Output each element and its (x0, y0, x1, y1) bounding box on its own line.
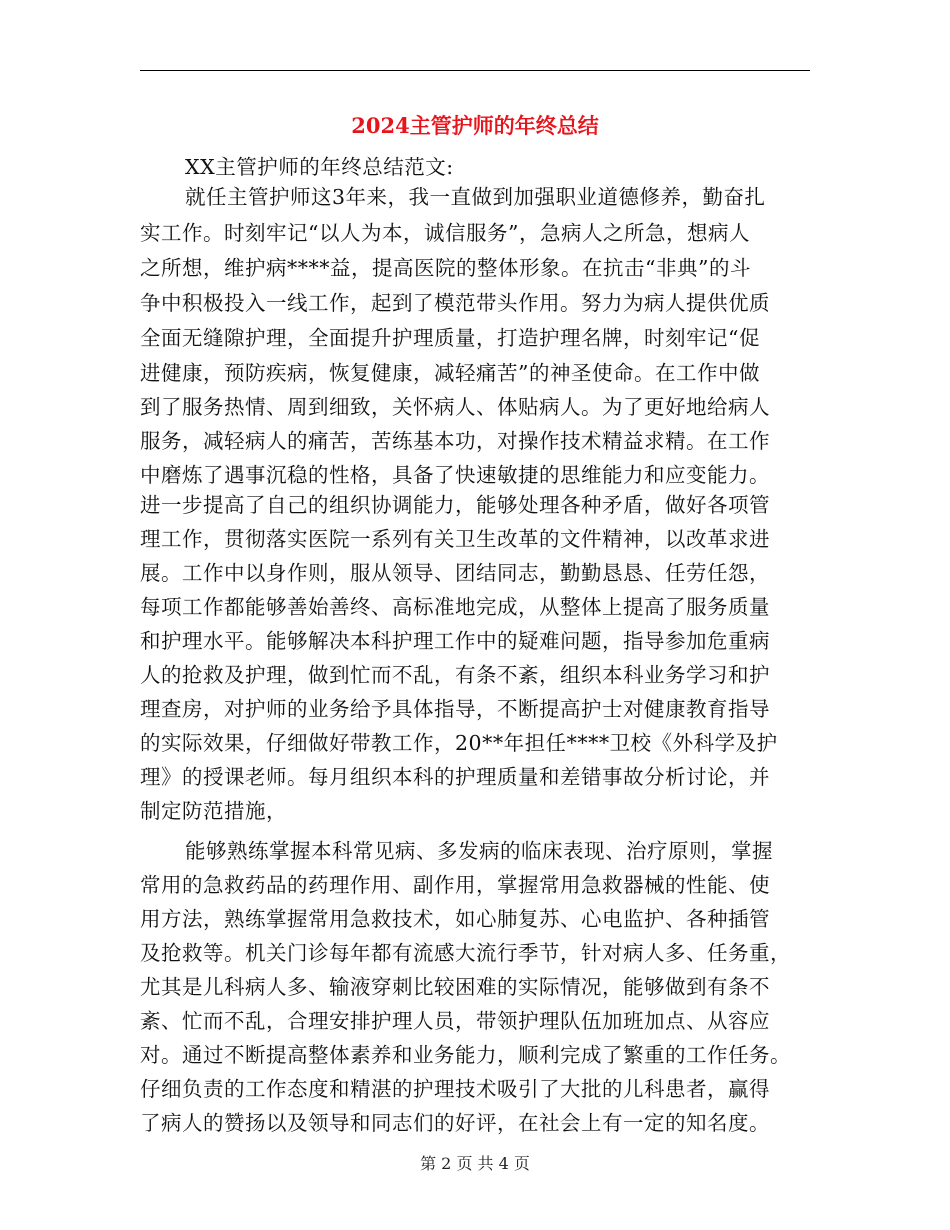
paragraph-line: 展。工作中以身作则，服从领导、团结同志，勤勤恳恳、任劳任怨， (140, 561, 770, 585)
paragraph-line: 到了服务热情、周到细致，关怀病人、体贴病人。为了更好地给病人 (140, 395, 770, 419)
document-title: 2024主管护师的年终总结 (351, 113, 599, 138)
paragraph-line: 中磨炼了遇事沉稳的性格，具备了快速敏捷的思维能力和应变能力。 (140, 463, 770, 487)
paragraph-line: 制定防范措施， (140, 799, 287, 823)
paragraph-line: 进一步提高了自己的组织协调能力，能够处理各种矛盾，做好各项管 (140, 493, 770, 517)
paragraph-line: 进健康，预防疾病，恢复健康，减轻痛苦”的神圣使命。在工作中做 (140, 361, 760, 385)
paragraph-line: 理工作，贯彻落实医院一系列有关卫生改革的文件精神，以改革求进 (140, 527, 770, 551)
paragraph-line: 就任主管护师这3年来，我一直做到加强职业道德修养，勤奋扎 (185, 185, 766, 209)
paragraph-line: 理查房，对护师的业务给予具体指导，不断提高护士对健康教育指导 (140, 697, 770, 721)
paragraph-line: 之所想，维护病****益，提高医院的整体形象。在抗击“非典”的斗 (140, 256, 751, 280)
paragraph-line: 对。通过不断提高整体素养和业务能力，顺利完成了繁重的工作任务。 (140, 1043, 791, 1067)
paragraph-line: 争中积极投入一线工作，起到了模范带头作用。努力为病人提供优质 (140, 291, 770, 315)
paragraph-line: 能够熟练掌握本科常见病、多发病的临床表现、治疗原则，掌握 (185, 839, 773, 863)
paragraph-line: 及抢救等。机关门诊每年都有流感大流行季节，针对病人多、任务重， (140, 941, 791, 965)
paragraph-line: 用方法，熟练掌握常用急救技术，如心肺复苏、心电监护、各种插管 (140, 907, 770, 931)
paragraph-line: 服务，减轻病人的痛苦，苦练基本功，对操作技术精益求精。在工作 (140, 429, 770, 453)
paragraph-line: 尤其是儿科病人多、输液穿刺比较困难的实际情况，能够做到有条不 (140, 975, 770, 999)
paragraph-line: 每项工作都能够善始善终、高标准地完成，从整体上提高了服务质量 (140, 595, 770, 619)
paragraph-line: 实工作。时刻牢记“以人为本，诚信服务”，急病人之所急，想病人 (140, 221, 750, 245)
paragraph-line: 仔细负责的工作态度和精湛的护理技术吸引了大批的儿科患者，赢得 (140, 1077, 770, 1101)
paragraph-line: 理》的授课老师。每月组织本科的护理质量和差错事故分析讨论，并 (140, 765, 770, 789)
paragraph-line: 常用的急救药品的药理作用、副作用，掌握常用急救器械的性能、使 (140, 873, 770, 897)
paragraph-line: 人的抢救及护理，做到忙而不乱，有条不紊，组织本科业务学习和护 (140, 663, 770, 687)
paragraph-line: XX主管护师的年终总结范文: (185, 155, 454, 179)
paragraph-line: 全面无缝隙护理，全面提升护理质量，打造护理名牌，时刻牢记“促 (140, 326, 760, 350)
paragraph-line: 紊、忙而不乱，合理安排护理人员，带领护理队伍加班加点、从容应 (140, 1009, 770, 1033)
paragraph-line: 和护理水平。能够解决本科护理工作中的疑难问题，指导参加危重病 (140, 629, 770, 653)
page-footer: 第 2 页 共 4 页 (420, 1154, 530, 1173)
paragraph-line: 的实际效果，仔细做好带教工作，20**年担任****卫校《外科学及护 (140, 731, 778, 755)
paragraph-line: 了病人的赞扬以及领导和同志们的好评，在社会上有一定的知名度。 (140, 1111, 770, 1135)
